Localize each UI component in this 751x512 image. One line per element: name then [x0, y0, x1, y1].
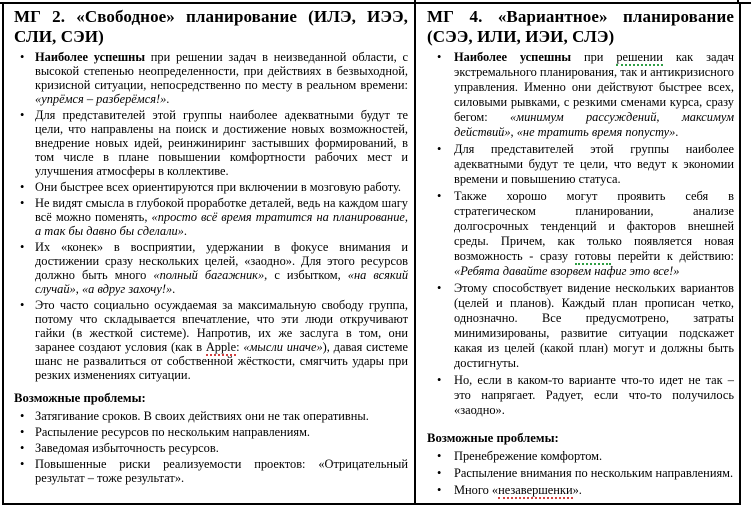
- bullet-text: [35, 50, 408, 106]
- bullet-text: [454, 189, 734, 278]
- problem-bullet-item: [14, 457, 408, 485]
- problem-bullet-item: [14, 441, 408, 455]
- text-segment: «не тратить время попусту»: [516, 125, 676, 139]
- feature-bullet-item: [14, 298, 408, 382]
- grammar-flagged-word: готовы: [574, 249, 612, 263]
- bullet-marker-icon: •: [20, 108, 25, 122]
- bullet-text: [35, 240, 408, 296]
- text-segment: Распыление внимания по нескольким направлениям.: [454, 466, 734, 480]
- text-segment: ,: [510, 125, 517, 139]
- feature-bullet-item: [14, 180, 408, 194]
- text-segment: «минимум рассуждений, максимум действий»: [454, 110, 734, 139]
- feature-bullet-item: [427, 142, 734, 187]
- bullet-marker-icon: •: [437, 281, 442, 295]
- group-title: МГ 2. «Свободное» планирование (ИЛЭ, ИЭЭ, СЛИ, СЭИ): [14, 7, 408, 46]
- bullet-marker-icon: •: [20, 180, 25, 194]
- bullet-text: [454, 466, 733, 480]
- text-segment: Для представителей этой группы наиболее адекватными будут те цели, что направлены на поиск и достижение новых возможностей, внедрение новых идей, реинжиниринг застывших формирований, в том числе в плане повышении комфортности рабочих мест и улучшения атмосферы в коллективе.: [35, 108, 408, 178]
- text-segment: Этому способствует видение нескольких вариантов (целей и планов). Каждый план прописан четко, однозначно. Все предусмотрено, затраты минимизированы, развитие ситуации подскажет какая из целей (какой план) могут и должны быть достигнуты.: [454, 281, 734, 370]
- feature-bullet-item: [14, 108, 408, 178]
- text-segment: перейти к действию:: [611, 249, 734, 263]
- problem-bullet-item: [427, 449, 734, 464]
- feature-bullet-item: [427, 281, 734, 371]
- text-segment: «мысли иначе»: [243, 340, 323, 354]
- text-segment: ».: [572, 483, 582, 497]
- spellcheck-flagged-word: незавершенки: [498, 483, 573, 497]
- bullet-text: [454, 281, 734, 370]
- text-segment: «просто всё время тратится на планирование, а так бы давно бы сделали»: [35, 210, 409, 238]
- bullet-text: [454, 50, 734, 139]
- text-segment: «полный багажник»: [153, 268, 265, 282]
- text-segment: при решении задач в неизведанной области, с высокой степенью неопределенности, при действиях в безвыходной, кризисной ситуации, непосредственно по месту в реальном времени:: [35, 50, 409, 92]
- bullet-text: [35, 425, 310, 439]
- text-segment: .: [166, 92, 170, 106]
- text-segment: Они быстрее всех ориентируются при включении в мозговую работу.: [35, 180, 402, 194]
- text-segment: Много «: [454, 483, 499, 497]
- column-mg4-variant-planning: [416, 4, 739, 503]
- bullet-marker-icon: •: [20, 298, 25, 312]
- bullet-marker-icon: •: [20, 409, 25, 423]
- text-segment: ,: [75, 282, 82, 296]
- bullet-text: [35, 457, 408, 485]
- bullet-marker-icon: •: [437, 142, 442, 156]
- text-segment: Затягивание сроков. В своих действиях они не так оперативны.: [35, 409, 369, 423]
- text-segment: Наиболее успешны: [35, 50, 145, 64]
- bullet-marker-icon: •: [437, 373, 442, 387]
- text-segment: Распыление ресурсов по нескольким направлениям.: [35, 425, 311, 439]
- text-segment: .: [675, 125, 679, 139]
- text-segment: при: [571, 50, 617, 64]
- text-segment: , с избытком,: [264, 268, 348, 282]
- feature-bullet-item: [14, 240, 408, 296]
- text-segment: «на всякий случай»: [35, 268, 409, 296]
- feature-bullet-item: [14, 196, 408, 238]
- bullet-text: [35, 196, 408, 238]
- bullet-marker-icon: •: [20, 457, 25, 471]
- problem-bullet-item: [427, 483, 734, 498]
- text-segment: «упрёмся – разберёмся!»: [35, 92, 167, 106]
- bullet-text: [35, 441, 219, 455]
- problems-heading: Возможные проблемы:: [427, 431, 559, 445]
- feature-bullet-item: [427, 50, 734, 140]
- problem-bullet-item: [14, 409, 408, 423]
- bullet-marker-icon: •: [437, 483, 442, 497]
- feature-bullet-item: [427, 373, 734, 418]
- text-segment: Не видят смысла в глубокой проработке деталей, ведь на каждом шагу всё можно поменять,: [35, 196, 408, 224]
- bullet-text: [454, 483, 582, 499]
- feature-bullet-item: [14, 50, 408, 106]
- group-title: МГ 4. «Вариантное» планирование (СЭЭ, ИЛИ, ИЭИ, СЛЭ): [427, 7, 734, 46]
- bullet-text: [454, 142, 734, 186]
- text-segment: Также хорошо могут проявить себя в стратегическом планировании, анализе долгосрочных тенденций и факторов внешней среды. Причем, как только появляется новая возможность - сразу: [454, 189, 734, 263]
- text-segment: .: [172, 282, 176, 296]
- text-segment: .: [183, 224, 187, 238]
- planning-groups-table: [2, 4, 741, 505]
- bullet-marker-icon: •: [437, 50, 442, 64]
- grammar-flagged-word: решении: [616, 50, 663, 64]
- text-segment: как задач экстремального планирования, так и антикризисного управления. Именно они действуют быстрее всех, силовыми рывками, с резкими сменами курса, сразу бегом:: [454, 50, 734, 124]
- bullet-marker-icon: •: [20, 240, 25, 254]
- text-segment: Пренебрежение комфортом.: [454, 449, 603, 463]
- bullet-text: [35, 409, 369, 423]
- bullet-marker-icon: •: [20, 441, 25, 455]
- text-segment: Их «конек» в восприятии, удержании в фокусе внимания и достижении сразу нескольких целей, «заодно». Для этого ресурсов должно быть много: [35, 240, 408, 282]
- text-segment: Наиболее успешны: [454, 50, 572, 64]
- spellcheck-flagged-word: Apple: [205, 340, 237, 354]
- problem-bullet-item: [427, 466, 734, 481]
- text-segment: :: [236, 340, 244, 354]
- column-mg2-free-planning: [4, 4, 416, 503]
- text-segment: Повышенные риски реализуемости проектов: «Отрицательный результат – тоже результат».: [35, 457, 408, 485]
- bullet-text: [35, 180, 401, 194]
- text-segment: Но, если в каком-то варианте что-то идет не так – это напрягает. Радует, если что-то получилось «заодно».: [454, 373, 734, 417]
- text-segment: Заведомая избыточность ресурсов.: [35, 441, 219, 455]
- bullet-marker-icon: •: [437, 189, 442, 203]
- bullet-text: [35, 298, 408, 382]
- bullet-marker-icon: •: [437, 449, 442, 463]
- bullet-marker-icon: •: [20, 50, 25, 64]
- text-segment: Это часто социально осуждаемая за максимальную свободу группа, потому что складывается впечатление, что эти люди откручивают гайки (в жесткой системе). Напротив, их же заслуга в том, они заранее создают условия (как в: [35, 298, 408, 354]
- problems-heading: Возможные проблемы:: [14, 391, 146, 405]
- feature-bullet-item: [427, 189, 734, 279]
- bullet-marker-icon: •: [437, 466, 442, 480]
- text-segment: Для представителей этой группы наиболее адекватными будут те цели, что ведут к экономии времени и повышению статуса.: [454, 142, 734, 186]
- bullet-marker-icon: •: [20, 425, 25, 439]
- bullet-text: [454, 449, 602, 463]
- bullet-marker-icon: •: [20, 196, 25, 210]
- text-segment: «Ребята давайте взорвем нафиг это все!»: [454, 264, 680, 278]
- text-segment: ), давая системе шанс не развалиться от собственной жёсткости, смягчить удары при резких изменениях ситуации.: [35, 340, 409, 382]
- problem-bullet-item: [14, 425, 408, 439]
- bullet-text: [35, 108, 408, 178]
- bullet-text: [454, 373, 734, 417]
- text-segment: «а вдруг захочу!»: [81, 282, 173, 296]
